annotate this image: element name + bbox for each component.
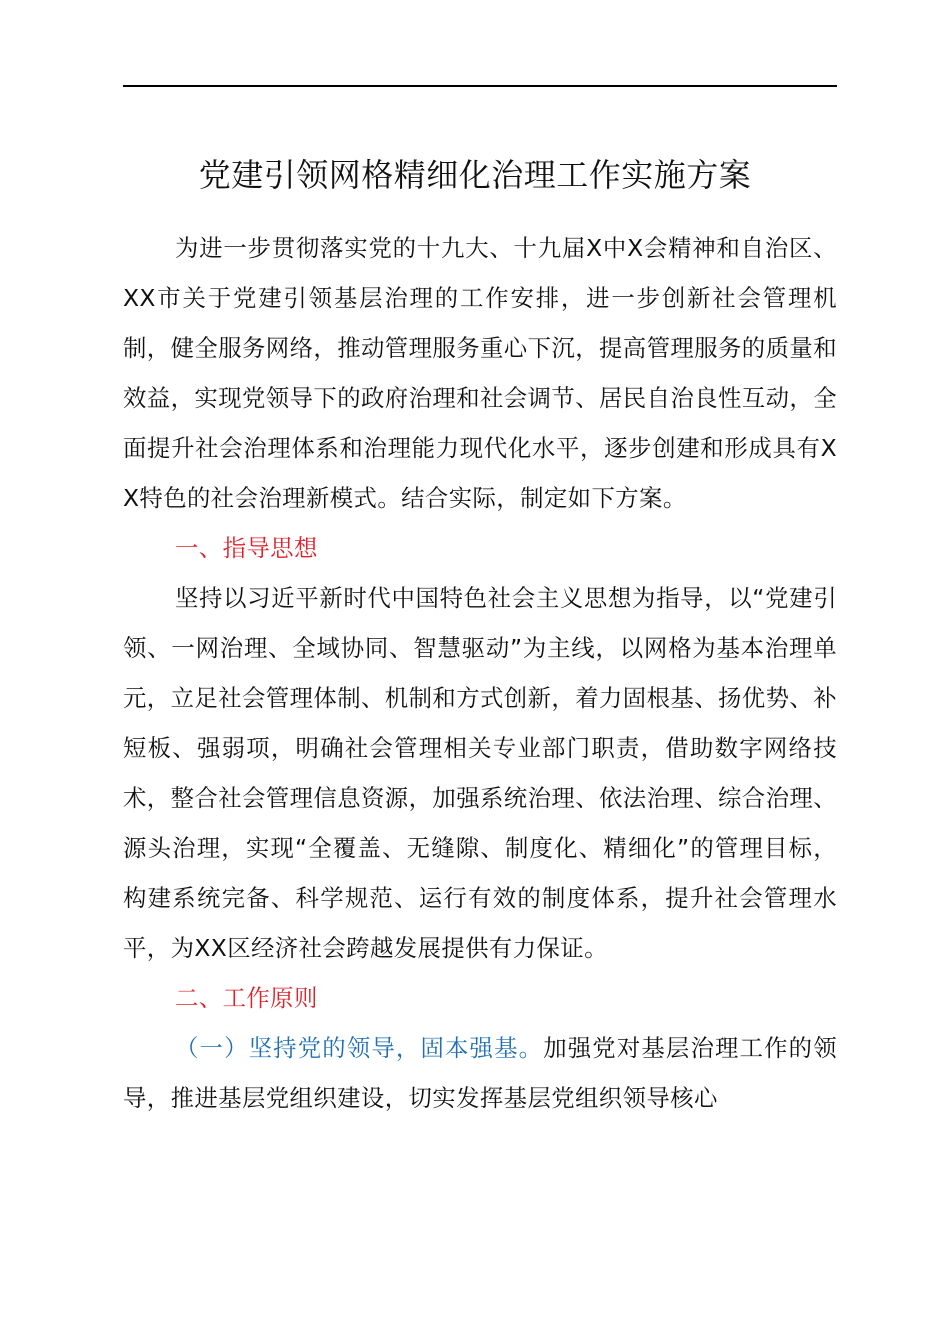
principle-1-body: 加强党对基层治理工作的领导，推进基层党组织建设，切实发挥基层党组织领导核心	[123, 1034, 837, 1112]
principle-1-paragraph	[123, 1023, 837, 1123]
document-title: 党建引领网格精细化治理工作实施方案	[198, 156, 752, 194]
section-heading-work-principles: 二、工作原则	[175, 984, 318, 1012]
document-body	[123, 223, 837, 1123]
principle-1-lead: （一）坚持党的领导，固本强基。	[175, 1034, 544, 1062]
section-heading-guiding-ideology: 一、指导思想	[175, 534, 318, 562]
guiding-ideology-paragraph: 坚持以习近平新时代中国特色社会主义思想为指导，以“党建引领、一网治理、全域协同、智慧驱动”为主线，以网格为基本治理单元，立足社会管理体制、机制和方式创新，着力固根基、扬优势、补短板、强弱项，明确社会管理相关专业部门职责，借助数字网络技术，整合社会管理信息资源，加强系统治理、依法治理、综合治理、源头治理，实现“全覆盖、无缝隙、制度化、精细化”的管理目标，构建系统完备、科学规范、运行有效的制度体系，提升社会管理水平，为XX区经济社会跨越发展提供有力保证。	[123, 584, 837, 962]
header-rule	[123, 85, 837, 87]
intro-paragraph: 为进一步贯彻落实党的十九大、十九届X中X会精神和自治区、XX市关于党建引领基层治理的工作安排，进一步创新社会管理机制，健全服务网络，推动管理服务重心下沉，提高管理服务的质量和效益，实现党领导下的政府治理和社会调节、居民自治良性互动，全面提升社会治理体系和治理能力现代化水平，逐步创建和形成具有XX特色的社会治理新模式。结合实际，制定如下方案。	[123, 234, 837, 512]
